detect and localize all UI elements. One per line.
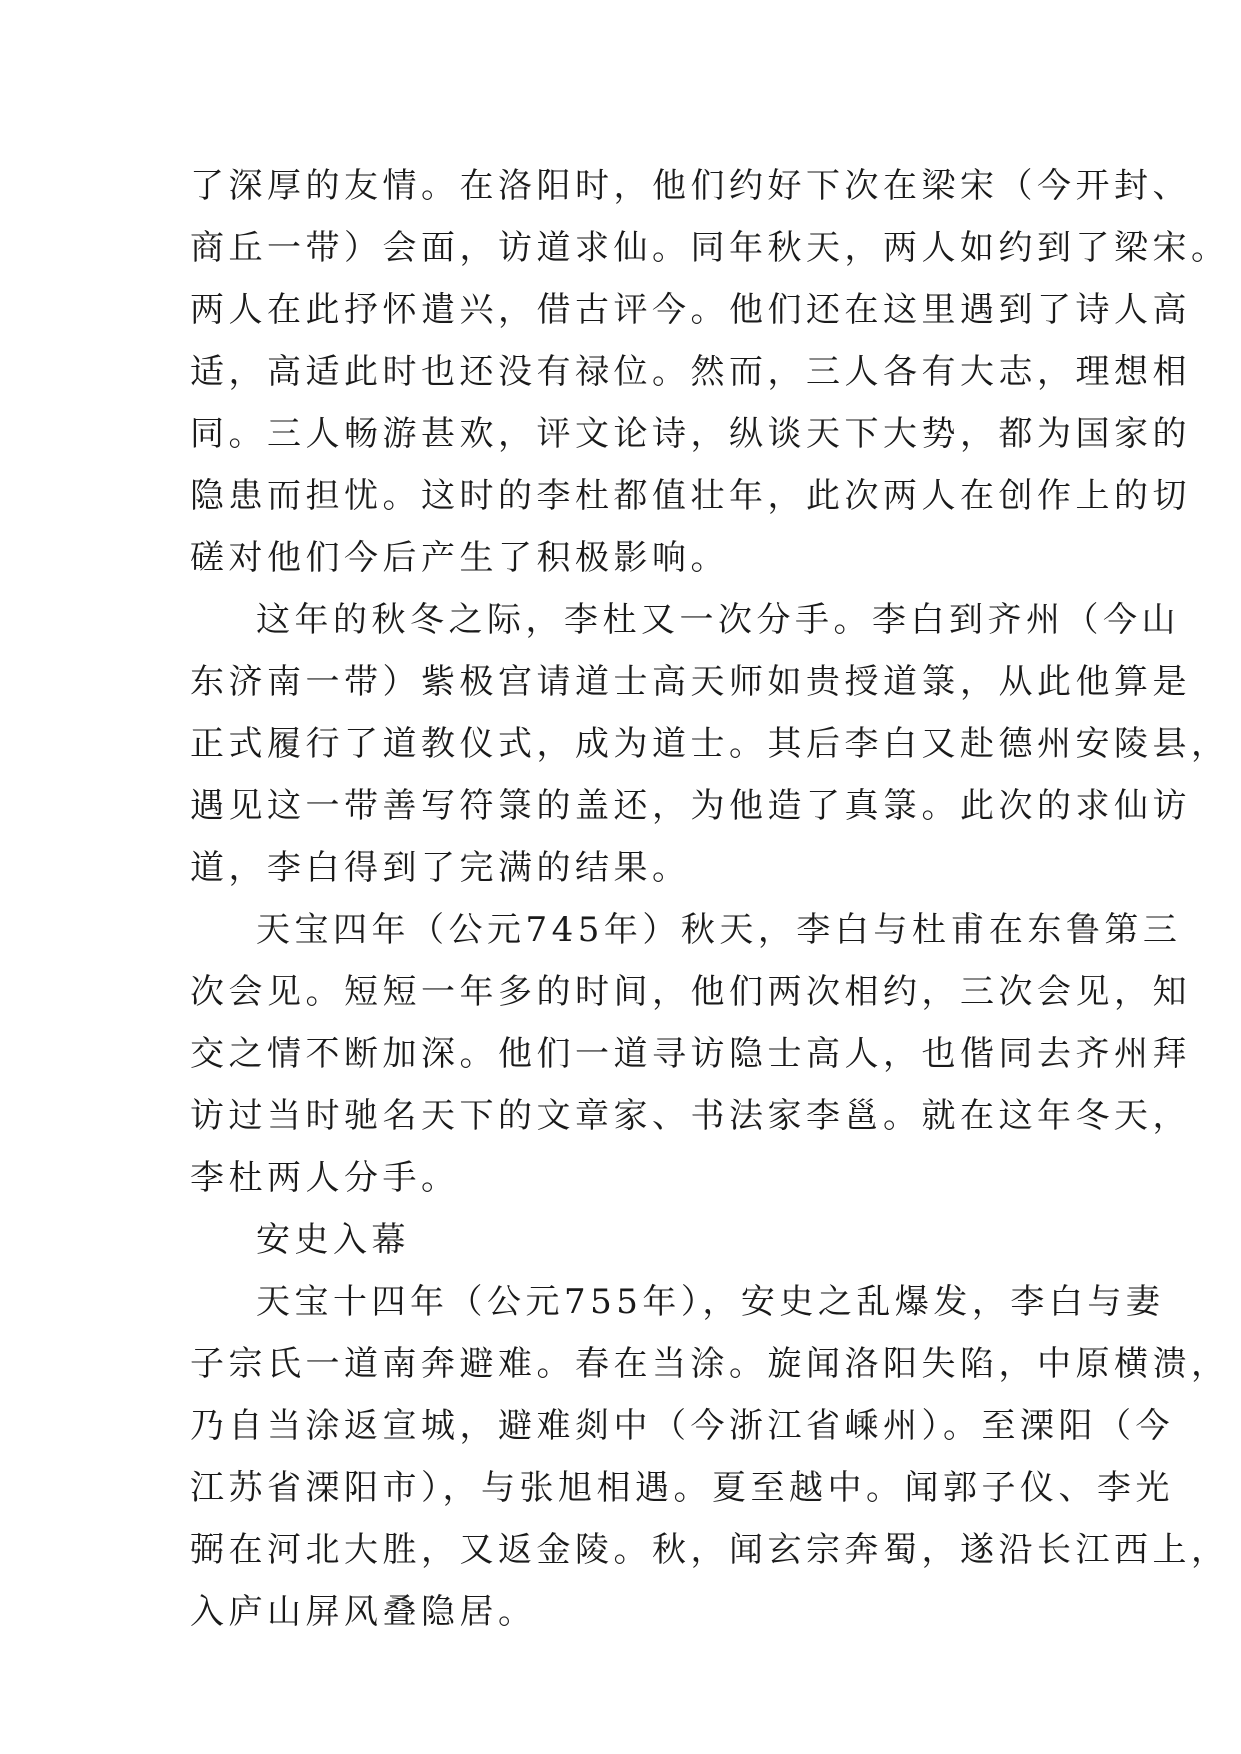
text-line: 商丘一带）会面，访道求仙。同年秋天，两人如约到了梁宋。 (190, 228, 1230, 268)
text-line: 遇见这一带善写符箓的盖还，为他造了真箓。此次的求仙访 (190, 786, 1191, 826)
text-line: 适，高适此时也还没有禄位。然而，三人各有大志，理想相 (190, 352, 1191, 392)
text-line: 入庐山屏风叠隐居。 (190, 1592, 537, 1632)
text-line: 访过当时驰名天下的文章家、书法家李邕。就在这年冬天， (190, 1096, 1191, 1136)
text-line: 正式履行了道教仪式，成为道士。其后李白又赴德州安陵县， (190, 724, 1230, 764)
text-line: 乃自当涂返宣城，避难剡中（今浙江省嵊州）。至溧阳（今 (190, 1406, 1174, 1446)
paragraph-start-line: 天宝四年（公元745年）秋天，李白与杜甫在东鲁第三 (256, 910, 1182, 950)
text-line: 李杜两人分手。 (190, 1158, 460, 1198)
paragraph-start-line: 这年的秋冬之际，李杜又一次分手。李白到齐州（今山 (256, 600, 1180, 640)
text-line: 江苏省溧阳市），与张旭相遇。夏至越中。闻郭子仪、李光 (190, 1468, 1174, 1508)
text-line: 磋对他们今后产生了积极影响。 (190, 538, 729, 578)
text-line: 弼在河北大胜，又返金陵。秋，闻玄宗奔蜀，遂沿长江西上， (190, 1530, 1230, 1570)
paragraph-start-line: 天宝十四年（公元755年），安史之乱爆发，李白与妻 (256, 1282, 1165, 1322)
text-line: 同。三人畅游甚欢，评文论诗，纵谈天下大势，都为国家的 (190, 414, 1191, 454)
section-heading: 安史入幕 (256, 1220, 410, 1260)
text-line: 次会见。短短一年多的时间，他们两次相约，三次会见，知 (190, 972, 1191, 1012)
text-line: 交之情不断加深。他们一道寻访隐士高人，也偕同去齐州拜 (190, 1034, 1191, 1074)
text-line: 两人在此抒怀遣兴，借古评今。他们还在这里遇到了诗人高 (190, 290, 1191, 330)
text-line: 道，李白得到了完满的结果。 (190, 848, 691, 888)
text-line: 了深厚的友情。在洛阳时，他们约好下次在梁宋（今开封、 (190, 166, 1191, 206)
text-line: 子宗氏一道南奔避难。春在当涂。旋闻洛阳失陷，中原横溃， (190, 1344, 1230, 1384)
text-line: 东济南一带）紫极宫请道士高天师如贵授道箓，从此他算是 (190, 662, 1191, 702)
body-text (190, 155, 1230, 1643)
text-line: 隐患而担忧。这时的李杜都值壮年，此次两人在创作上的切 (190, 476, 1191, 516)
